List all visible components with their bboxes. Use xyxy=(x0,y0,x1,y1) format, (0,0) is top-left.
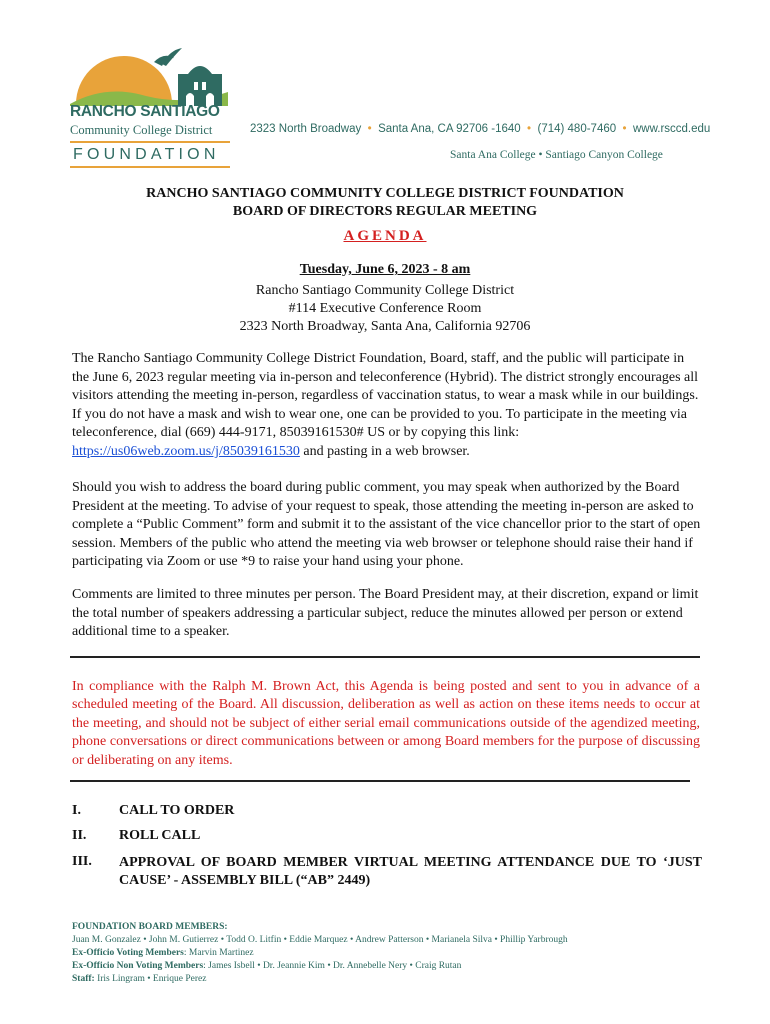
members-label: FOUNDATION BOARD MEMBERS: xyxy=(72,922,228,932)
section-divider-2 xyxy=(70,780,690,782)
zoom-link[interactable]: https://us06web.zoom.us/j/85039161530 xyxy=(72,443,300,459)
section-divider xyxy=(70,656,700,658)
meeting-org: Rancho Santiago Community College District xyxy=(255,283,515,298)
meeting-date xyxy=(0,262,770,278)
mission-building-icon xyxy=(178,74,222,106)
letterhead-address: 2323 North Broadway • Santa Ana, CA 92706 -1640 • (714) 480-7460 • www.rsccd.edu xyxy=(250,123,711,135)
meeting-date-text: Tuesday, June 6, 2023 - 8 am xyxy=(299,262,471,277)
intro-paragraph xyxy=(72,350,702,462)
public-comment-paragraph: Should you wish to address the board during public comment, you may speak when authorized by the Board President at the meeting. To advise of your request to speak, those attending the meeting in-person are asked to complete a “Public Comment” form and submit it to the assistant of the vice chancellor prior to the start of open session. Members of the public who attend the meeting via web browser or telephone should raise their hand if participating via Zoom or use *9 to raise your hand using your phone. xyxy=(72,480,701,570)
footer-ex-voting xyxy=(72,947,254,960)
item-number: II. xyxy=(72,828,87,843)
logo-divider xyxy=(70,141,230,143)
intro-text-end: and pasting in a web browser. xyxy=(299,443,470,459)
item-text: ROLL CALL xyxy=(119,828,201,843)
city-address: Santa Ana, CA 92706 -1640 xyxy=(378,123,521,135)
item-number: I. xyxy=(72,803,81,818)
ex-voting-label: Ex-Officio Voting Members xyxy=(72,948,184,958)
ex-voting-names: : Marvin Martinez xyxy=(183,948,254,958)
colleges-line: Santa Ana College • Santiago Canyon College xyxy=(450,149,663,161)
logo-foundation: FOUNDATION xyxy=(73,146,220,163)
item-text: APPROVAL OF BOARD MEMBER VIRTUAL MEETING ATTENDANCE DUE TO ‘JUST CAUSE’ - ASSEMBLY BILL (“AB” 2449) xyxy=(119,855,702,888)
comment-limits-paragraph: Comments are limited to three minutes per person. The Board President may, at their discretion, expand or limit the total number of speakers addressing a particular subject, reduce the minutes allowed per person or extend additional time to a speaker. xyxy=(72,587,699,640)
staff-label: Staff: xyxy=(72,974,95,984)
bird-icon xyxy=(154,48,182,66)
footer-members-label xyxy=(72,921,228,934)
footer-members: Juan M. Gonzalez • John M. Gutierrez • Todd O. Litfin • Eddie Marquez • Andrew Patterson • Marianela Silva • Phillip Yarbrough xyxy=(72,935,568,945)
intro-text: The Rancho Santiago Community College District Foundation, Board, staff, and the public will participate in the June 6, 2023 regular meeting via in-person and teleconference (Hybrid). The district strongly encourages all visitors attending the meeting in-person, regardless of vaccination status, to wear a mask while in our buildings. If you do not have a mask and wish to wear one, one can be provided to you. To participate in the meeting via teleconference, dial (669) 444-9171, 85039161530# US or by copying this link: xyxy=(72,351,699,441)
agenda-heading xyxy=(0,228,770,245)
street-address: 2323 North Broadway xyxy=(250,123,362,135)
document-title: RANCHO SANTIAGO COMMUNITY COLLEGE DISTRICT FOUNDATION xyxy=(146,186,624,201)
logo-subtitle: Community College District xyxy=(70,123,213,137)
footer-ex-nonvoting xyxy=(72,960,461,973)
meeting-room: #114 Executive Conference Room xyxy=(288,301,482,316)
website-link[interactable]: www.rsccd.edu xyxy=(632,123,711,135)
ex-nonvoting-label: Ex-Officio Non Voting Members xyxy=(72,961,204,971)
brown-act-notice: In compliance with the Ralph M. Brown Act, this Agenda is being posted and sent to you in advance of a scheduled meeting of the Board. All discussion, deliberation as well as action on these items needs to occur at the meeting, and should not be subject of either serial email communications outside of the agendized meeting, phone conversations or direct communications between or among Board members for the purpose of discussing or deliberating on any items. xyxy=(72,679,700,768)
meeting-address: 2323 North Broadway, Santa Ana, California 92706 xyxy=(239,319,531,334)
logo-name: RANCHO SANTIAGO xyxy=(70,103,220,120)
agenda-label: AGENDA xyxy=(343,228,427,244)
staff-names: Iris Lingram • Enrique Perez xyxy=(94,974,207,984)
ex-nonvoting-names: : James Isbell • Dr. Jeannie Kim • Dr. Annebelle Nery • Craig Rutan xyxy=(203,961,462,971)
footer-staff xyxy=(72,973,206,986)
phone-number: (714) 480-7460 xyxy=(537,123,617,135)
logo-divider-bottom xyxy=(70,166,230,168)
item-number: III. xyxy=(72,854,92,869)
item-text: CALL TO ORDER xyxy=(119,803,235,818)
document-subtitle: BOARD OF DIRECTORS REGULAR MEETING xyxy=(232,204,538,219)
